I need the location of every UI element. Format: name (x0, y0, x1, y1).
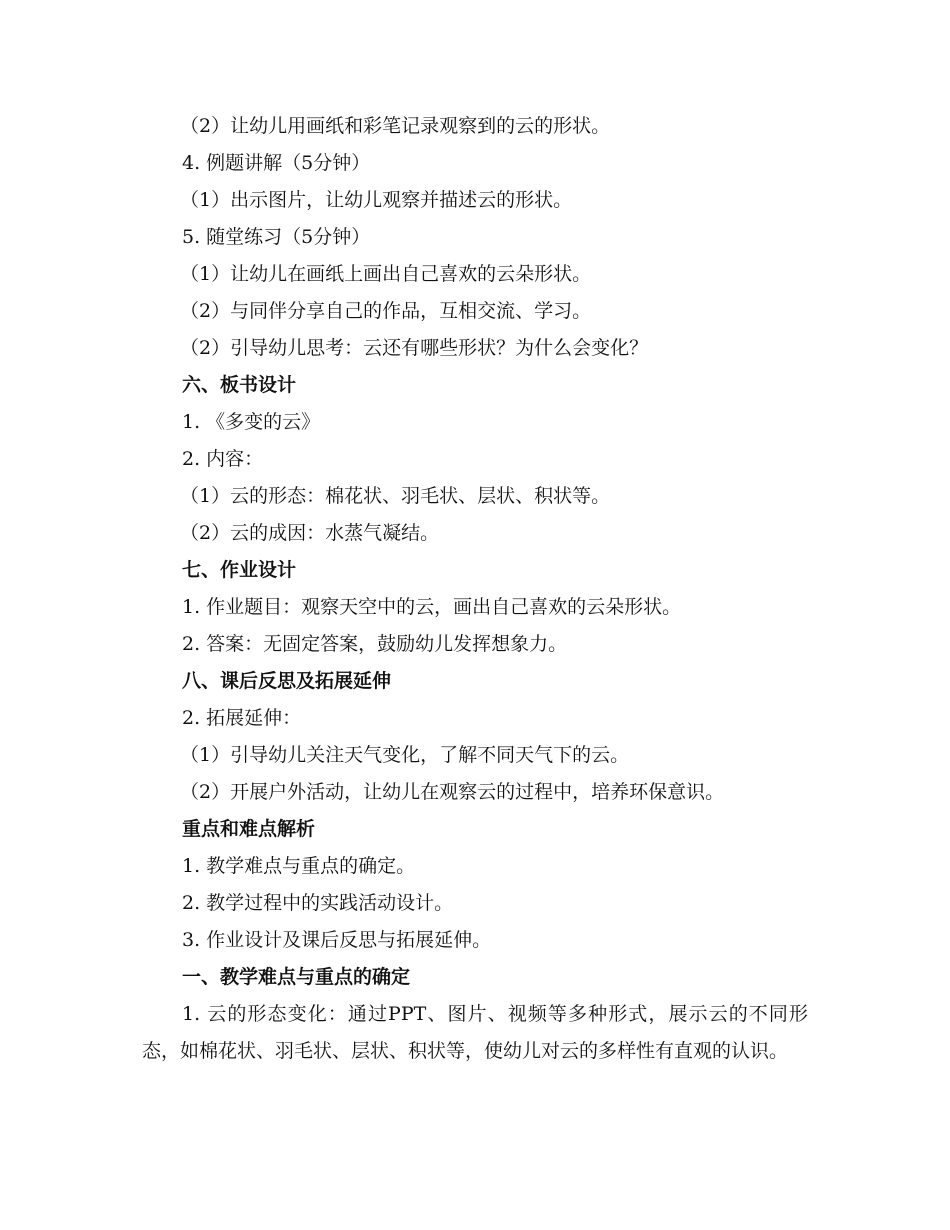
text-line: （1）出示图片，让幼儿观察并描述云的形状。 (180, 189, 573, 211)
document-body (142, 108, 808, 1070)
body-paragraph: 1. 云的形态变化：通过PPT、图片、视频等多种形式，展示云的不同形态，如棉花状、羽毛状、层状、积状等，使幼儿对云的多样性有直观的认识。 (142, 1003, 808, 1062)
list-item: 1. 《多变的云》 (182, 411, 321, 433)
text-line: （1）引导幼儿关注天气变化，了解不同天气下的云。 (180, 744, 630, 766)
section-heading: 七、作业设计 (182, 559, 297, 581)
list-item: 5. 随堂练习（5分钟） (182, 226, 371, 248)
list-item: 1. 教学难点与重点的确定。 (182, 855, 416, 877)
text-line: （1）云的形态：棉花状、羽毛状、层状、积状等。 (180, 485, 611, 507)
list-item: 3. 作业设计及课后反思与拓展延伸。 (182, 929, 492, 951)
section-heading: 一、教学难点与重点的确定 (182, 966, 411, 988)
list-item: 2. 答案：无固定答案，鼓励幼儿发挥想象力。 (182, 633, 568, 655)
list-item: 2. 拓展延伸： (182, 707, 302, 729)
section-heading: 重点和难点解析 (182, 818, 316, 840)
text-line: （2）与同伴分享自己的作品，互相交流、学习。 (180, 300, 592, 322)
list-item: 4. 例题讲解（5分钟） (182, 152, 371, 174)
section-heading: 八、课后反思及拓展延伸 (182, 670, 392, 692)
list-item: 1. 作业题目：观察天空中的云，画出自己喜欢的云朵形状。 (182, 596, 682, 618)
text-line: （2）让幼儿用画纸和彩笔记录观察到的云的形状。 (180, 115, 611, 137)
list-item: 2. 内容： (182, 448, 264, 470)
text-line: （2）引导幼儿思考：云还有哪些形状？为什么会变化？ (180, 337, 649, 359)
text-line: （2）云的成因：水蒸气凝结。 (180, 522, 440, 544)
text-line: （1）让幼儿在画纸上画出自己喜欢的云朵形状。 (180, 263, 592, 285)
section-heading: 六、板书设计 (182, 374, 297, 396)
text-line: （2）开展户外活动，让幼儿在观察云的过程中，培养环保意识。 (180, 781, 725, 803)
list-item: 2. 教学过程中的实践活动设计。 (182, 892, 454, 914)
